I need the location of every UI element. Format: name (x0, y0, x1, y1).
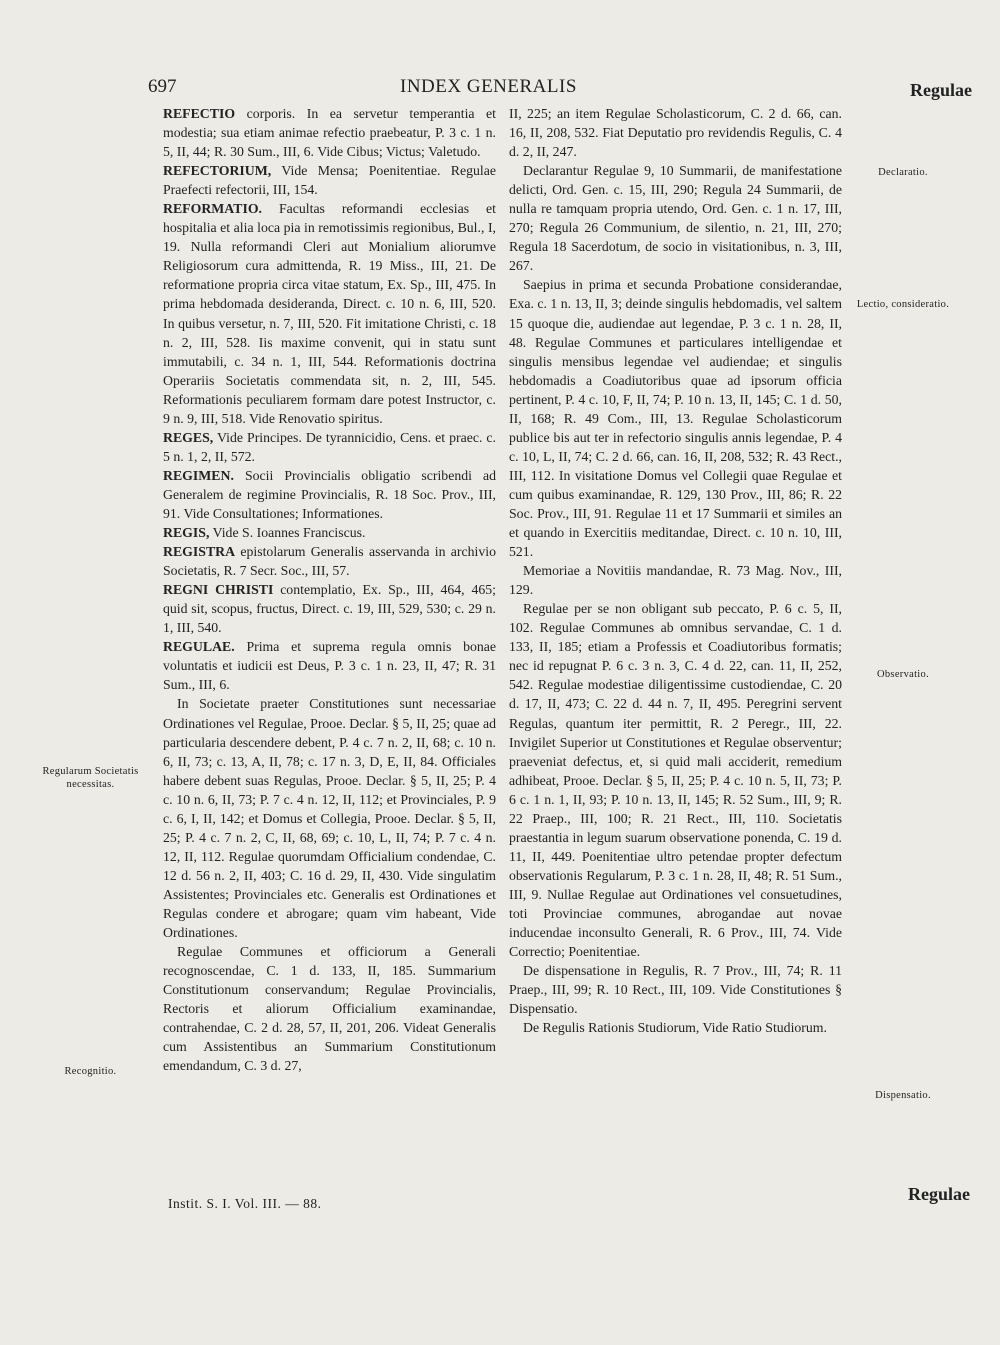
entry-regulae (163, 637, 496, 694)
entry-reformatio (163, 199, 496, 428)
margin-note-observatio: Observatio. (877, 669, 929, 680)
entry-refectorium (163, 161, 496, 199)
entry-regulae-necessitas: In Societate praeter Constitutiones sunt necessariae Ordinationes vel Regulae, Prooe. Declar. § 5, II, 25; quae ad particularia descendere debent, P. 4 c. 7 n. 2, II, 68; c. 10 n. 6, II, 73; c. 13, A, II, 78; c. 17 n. 3, D, E, II, 84. Officiales habere debent suas Regulas, Prooe. Declar. § 5, II, 25; P. 4 c. 10 n. 6, II, 73; P. 7 c. 4 n. 12, II, 112; et Provinciales, P. 9 c. 6, I, II, 142; et Domus et Collegia, Prooe. Declar. § 5, II, 25; P. 4 c. 7 n. 2, C, II, 68, 69; c. 10, L, II, 74; P. 7 c. 4 n. 12, II, 112. Regulae quorumdam Officialium condendae, C. 12 d. 56 n. 2, II, 403; C. 16 d. 29, II, 430. Vide singulatim Assistentes; Provinciales etc. Generalis est Ordinationes et Regulas condere et abrogare; quam vim habeant, Vide Ordinationes. (163, 696, 496, 941)
margin-note-declaratio: Declaratio. (878, 167, 928, 178)
paragraph-lectio: Saepius in prima et secunda Probatione considerandae, Exa. c. 1 n. 13, II, 3; deinde singulis hebdomadis, vel saltem 15 quoque die, audiendae aut legendae, P. 3 c. 1 n. 28, II, 48. Regulae Communes et particulares intelligendae et singulis mensibus legendae vel audiendae; et singulis hebdomadis a Coadiutoribus quae ad ipsorum officia pertinent, P. 4 c. 10, F, II, 74; P. 10 n. 13, II, 145; C. 1 d. 50, II, 168; R. 49 Com., III, 13. Regulae Scholasticorum publice bis aut ter in refectorio singulis annis legendae, P. 4 c. 10, L, II, 74; C. 2 d. 66, can. 16, II, 208, 532; R. 43 Rect., III, 112. In visitatione Domus vel Collegii quae Regulae et cum quibus examinandae, R. 129, 130 Prov., III, 86; R. 22 Soc. Prov., III, 91. Regulae 11 et 17 Summarii et similes an et quando in Exercitiis meditandae, Direct. c. 10 n. 10, III, 521. (509, 277, 842, 560)
entry-text: Prima et suprema regula omnis bonae voluntatis et iudicii est Deus, P. 3 c. 1 n. 23, II, 47; R. 31 Sum., III, 6. (163, 639, 497, 693)
entry-registra (163, 542, 496, 580)
entry-heading: REFECTORIUM, (163, 163, 272, 179)
text-column-left (163, 104, 496, 1075)
entry-text: Vide Mensa; Poenitentiae. Regulae Praefecti refectorii, III, 154. (163, 163, 497, 198)
footer-signature: Instit. S. I. Vol. III. — 88. (168, 1196, 322, 1211)
paragraph-memoriae: Memoriae a Novitiis mandandae, R. 73 Mag. Nov., III, 129. (509, 563, 842, 598)
paragraph-dispensatio: De dispensatione in Regulis, R. 7 Prov., III, 74; R. 11 Praep., III, 99; R. 10 Rect., III, 109. Vide Constitutiones § Dispensatio. (509, 963, 842, 1017)
entry-heading: REGIS, (163, 525, 210, 541)
entry-heading: REFORMATIO. (163, 201, 263, 217)
entry-heading: REGISTRA (163, 544, 236, 560)
entry-regis (163, 523, 496, 542)
entry-text: contemplatio, Ex. Sp., III, 464, 465; quid sit, scopus, fructus, Direct. c. 19, III, 529, 530; c. 29 n. 1, III, 540. (163, 582, 496, 636)
entry-reges (163, 428, 496, 466)
entry-heading: REGULAE. (163, 639, 235, 655)
entry-regimen (163, 466, 496, 523)
entry-text: Vide S. Ioannes Franciscus. (212, 525, 366, 541)
margin-note-necessitas: Regularum Societatis necessitas. (42, 766, 139, 790)
margin-note-recognitio: Recognitio. (64, 1066, 117, 1077)
running-title: INDEX GENERALIS (400, 76, 577, 97)
text-column-right (509, 104, 842, 1037)
entry-heading: REFECTIO (163, 106, 236, 121)
page-number: 697 (148, 76, 177, 97)
paragraph-declaratio: Declarantur Regulae 9, 10 Summarii, de manifestatione delicti, Ord. Gen. c. 15, III, 290; Regula 24 Summarii, de nulla re tamquam propria utendo, Ord. Gen. c. 1 n. 17, III, 270; Regula 26 Communium, de silentio, n. 21, III, 270; Regula 18 Sacerdotum, de socio in visitationibus, n. 3, III, 267. (509, 163, 842, 274)
entry-heading: REGIMEN. (163, 467, 234, 483)
entry-text: corporis. In ea servetur temperantia et modestia; sua etiam animae refectio praebeatur, P. 3 c. 1 n. 5, II, 44; R. 30 Sum., III, 6. Vide Cibus; Victus; Valetudo. (163, 106, 497, 160)
catchword: Regulae (908, 1184, 970, 1204)
paragraph-continuation: II, 225; an item Regulae Scholasticorum, C. 2 d. 66, can. 16, II, 208, 532. Fiat Deputatio pro revidendis Regulis, C. 4 d. 2, II, 247. (509, 106, 842, 160)
entry-heading: REGNI CHRISTI (163, 582, 274, 598)
entry-text: Vide Principes. De tyrannicidio, Cens. et praec. c. 5 n. 1, 2, II, 572. (163, 429, 497, 464)
entry-text: Facultas reformandi ecclesias et hospitalia et alia loca pia in remotissimis regionibus, Bul., I, 19. Nulla reformandi Cleri aut Monialium aliorumve Religiosorum cura admittenda, R. 19 Miss., III, 21. De reformatione propria circa vitae statum, Ex. Sp., III, 475. In prima hebdomada desideranda, Direct. c. 10 n. 6, III, 520. In quibus versetur, n. 7, III, 520. Fit imitatione Christi, c. 18 n. 2, III, 528. Iis maxime convenit, qui in statu sunt immutabili, c. 34 n. 1, III, 544. Reformationis doctrina Operariis Societatis commendata sit, n. 2, III, 545. Reformationis peculiarem formam dare potest Instructor, c. 9 n. 9, III, 518. Vide Renovatio spiritus. (163, 201, 496, 426)
running-head-keyword: Regulae (910, 80, 972, 100)
entry-heading: REGES, (163, 429, 214, 445)
entry-regulae-recognitio: Regulae Communes et officiorum a Generali recognoscendae, C. 1 d. 133, II, 185. Summarium Constitutionum conservandum; Regulae Provincialis, Rectoris et aliorum Officialium examinandae, contrahendae, C. 2 d. 28, 57, II, 201, 206. Videat Generalis cum Assistentibus an Summarium Constitutionum emendandum, C. 3 d. 27, (163, 944, 496, 1074)
entry-refectio (163, 104, 496, 161)
entry-regni-christi (163, 580, 496, 637)
entry-text: epistolarum Generalis asservanda in archivio Societatis, R. 7 Secr. Soc., III, 57. (163, 544, 496, 579)
margin-note-lectio: Lectio, consideratio. (856, 299, 950, 310)
paragraph-observatio: Regulae per se non obligant sub peccato, P. 6 c. 5, II, 102. Regulae Communes ab omnibus servandae, C. 1 d. 133, II, 185; etiam a Professis et Coadiutoribus formatis; nec id repugnat P. 6 c. 3 n. 3, C. 4 d. 22, can. 11, II, 252, 542. Regulae modestiae diligentissime custodiendae, C. 20 d. 17, II, 473; C. 22 d. 44 n. 7, II, 495. Peregrini servent Regulas, quantum iter permittit, R. 2 Peregr., III, 22. Invigilet Superior ut Constitutiones et Regulae observentur; praeveniat defectus, et, si quid mali acciderit, remedium adhibeat, Prooe. Declar. § 5, II, 25; P. 4 c. 10 n. 5, II, 73; P. 6 c. 1 n. 1, II, 93; P. 10 n. 13, II, 145; R. 52 Sum., III, 9; R. 22 Praep., III, 100; R. 21 Rect., III, 110. Societatis praestantia in legum suarum observatione ponenda, C. 19 d. 11, II, 449. Poenitentiae ultro petendae propter defectum observationis Regularum, P. 3 c. 1 n. 28, II, 48; R. 51 Sum., III, 9. Nullae Regulae aut Ordinationes vel consuetudines, toti Provinciae communes, abrogandae aut novae inducendae inconsulto Generali, R. 6 Prov., III, 74. Vide Correctio; Poenitentiae. (509, 601, 842, 960)
paragraph-ratio-studiorum: De Regulis Rationis Studiorum, Vide Ratio Studiorum. (523, 1020, 827, 1036)
entry-text: Socii Provincialis obligatio scribendi ad Generalem de regimine Provincialis, R. 18 Soc. Prov., III, 91. Vide Consultationes; Informationes. (163, 467, 497, 521)
margin-note-dispensatio: Dispensatio. (875, 1090, 931, 1101)
